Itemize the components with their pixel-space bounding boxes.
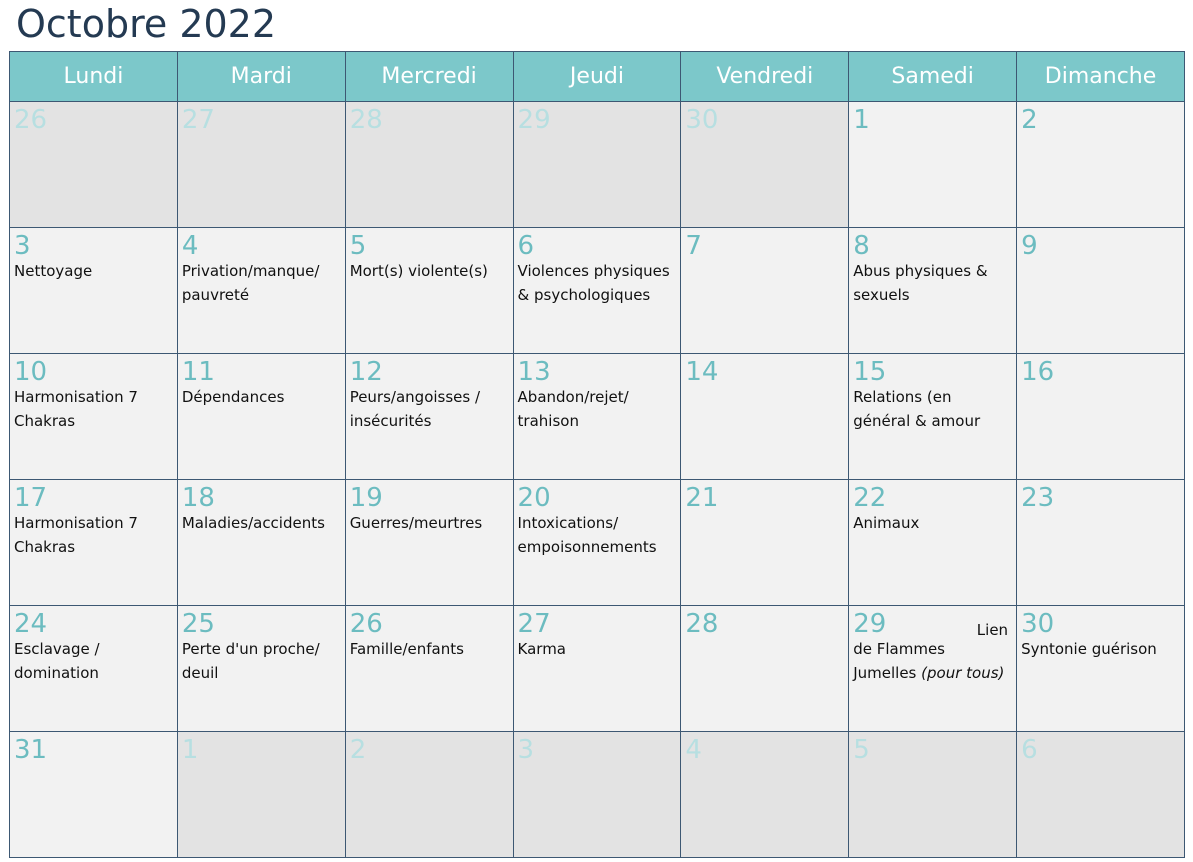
day-number: 3 xyxy=(517,735,535,765)
day-number: 30 xyxy=(1021,609,1055,639)
day-cell-outside-month[interactable] xyxy=(345,732,513,858)
event-text: Privation/manque/ pauvreté xyxy=(181,262,320,304)
event-text: Famille/enfants xyxy=(349,640,464,658)
day-number: 15 xyxy=(853,357,887,387)
day-cell[interactable] xyxy=(681,480,849,606)
event-text-top: Lien xyxy=(976,621,1009,639)
event-text: Nettoyage xyxy=(14,262,93,280)
day-number: 2 xyxy=(1021,105,1038,135)
day-cell[interactable] xyxy=(849,480,1017,606)
event-text: Syntonie guérison xyxy=(1021,640,1157,658)
event-text-italic: (pour tous) xyxy=(921,664,1005,682)
day-cell-outside-month[interactable] xyxy=(1017,732,1185,858)
day-cell-outside-month[interactable] xyxy=(849,732,1017,858)
day-cell[interactable] xyxy=(345,480,513,606)
day-number: 24 xyxy=(14,609,48,639)
event-text-main: de Flammes Jumelles xyxy=(853,640,945,682)
day-cell-outside-month[interactable] xyxy=(177,102,345,228)
day-cell[interactable] xyxy=(177,228,345,354)
day-cell[interactable] xyxy=(1017,606,1185,732)
event-text: Abus physiques & sexuels xyxy=(853,262,988,304)
day-cell[interactable] xyxy=(513,480,681,606)
day-number: 2 xyxy=(349,735,367,765)
event-text: Abandon/rejet/ trahison xyxy=(517,388,629,430)
weekday-header-row xyxy=(10,52,1185,102)
day-cell[interactable] xyxy=(849,606,1017,732)
day-number: 9 xyxy=(1021,231,1038,261)
day-number: 6 xyxy=(1021,735,1038,765)
day-number: 23 xyxy=(1021,483,1055,513)
day-cell[interactable] xyxy=(849,228,1017,354)
day-number: 29 xyxy=(517,105,551,135)
weekday-header: Mardi xyxy=(177,52,345,102)
day-cell[interactable] xyxy=(849,102,1017,228)
day-number: 3 xyxy=(14,231,31,261)
weekday-header: Lundi xyxy=(10,52,178,102)
weekday-header: Jeudi xyxy=(513,52,681,102)
day-cell[interactable] xyxy=(1017,480,1185,606)
day-number: 20 xyxy=(517,483,551,513)
day-number: 27 xyxy=(517,609,551,639)
event-text: Intoxications/ empoisonnements xyxy=(517,514,657,556)
day-number: 28 xyxy=(349,105,383,135)
day-cell-outside-month[interactable] xyxy=(513,102,681,228)
event-text: Animaux xyxy=(853,514,920,532)
day-number: 6 xyxy=(517,231,535,261)
day-number: 13 xyxy=(517,357,551,387)
day-number: 26 xyxy=(14,105,48,135)
weekday-header: Dimanche xyxy=(1017,52,1185,102)
day-cell[interactable] xyxy=(345,228,513,354)
day-number: 5 xyxy=(349,231,367,261)
day-cell-outside-month[interactable] xyxy=(345,102,513,228)
event-text: Harmonisation 7 Chakras xyxy=(14,514,138,556)
day-number: 4 xyxy=(181,231,199,261)
week-row xyxy=(10,606,1185,732)
weekday-header: Mercredi xyxy=(345,52,513,102)
event-text: Peurs/angoisses / insécurités xyxy=(349,388,481,430)
day-cell[interactable] xyxy=(345,606,513,732)
day-cell-outside-month[interactable] xyxy=(10,102,178,228)
event-text: Relations (en général & amour xyxy=(853,388,981,430)
day-cell[interactable] xyxy=(345,354,513,480)
day-cell[interactable] xyxy=(177,354,345,480)
day-cell[interactable] xyxy=(681,228,849,354)
day-number: 18 xyxy=(181,483,215,513)
week-row xyxy=(10,102,1185,228)
event-text: Maladies/accidents xyxy=(181,514,325,532)
day-number: 4 xyxy=(685,735,702,765)
day-number: 26 xyxy=(349,609,383,639)
weekday-header: Samedi xyxy=(849,52,1017,102)
day-cell[interactable] xyxy=(1017,354,1185,480)
event-text: Dépendances xyxy=(181,388,285,406)
day-number: 21 xyxy=(685,483,719,513)
day-cell[interactable] xyxy=(10,354,178,480)
day-number: 14 xyxy=(685,357,719,387)
day-cell-outside-month[interactable] xyxy=(681,732,849,858)
day-cell[interactable] xyxy=(10,228,178,354)
day-number: 10 xyxy=(14,357,48,387)
day-cell[interactable] xyxy=(177,480,345,606)
day-number: 29 xyxy=(853,609,887,639)
day-cell[interactable] xyxy=(513,606,681,732)
day-cell[interactable] xyxy=(10,606,178,732)
day-number: 17 xyxy=(14,483,48,513)
day-cell[interactable] xyxy=(681,354,849,480)
weekday-header: Vendredi xyxy=(681,52,849,102)
day-cell-outside-month[interactable] xyxy=(681,102,849,228)
day-number: 22 xyxy=(853,483,887,513)
day-number: 11 xyxy=(181,357,215,387)
day-number: 19 xyxy=(349,483,383,513)
event-text: Perte d'un proche/ deuil xyxy=(181,640,320,682)
day-number: 12 xyxy=(349,357,383,387)
day-number: 28 xyxy=(685,609,719,639)
day-number: 5 xyxy=(853,735,870,765)
day-cell[interactable] xyxy=(1017,228,1185,354)
day-cell[interactable] xyxy=(849,354,1017,480)
calendar-grid xyxy=(9,51,1185,858)
day-cell[interactable] xyxy=(681,606,849,732)
event-text: Karma xyxy=(517,640,567,658)
day-number: 31 xyxy=(14,735,48,765)
week-row xyxy=(10,480,1185,606)
day-cell[interactable] xyxy=(10,480,178,606)
event-text: Esclavage / domination xyxy=(14,640,100,682)
event-text: Guerres/meurtres xyxy=(349,514,483,532)
day-number: 27 xyxy=(181,105,215,135)
day-cell[interactable] xyxy=(1017,102,1185,228)
page-title: Octobre 2022 xyxy=(16,2,277,46)
week-row xyxy=(10,354,1185,480)
day-cell-outside-month[interactable] xyxy=(513,732,681,858)
week-row xyxy=(10,228,1185,354)
event-text: Mort(s) violente(s) xyxy=(349,262,488,280)
event-text: Harmonisation 7 Chakras xyxy=(14,388,138,430)
event-text: Violences physiques & psychologiques xyxy=(517,262,670,304)
event-text xyxy=(849,637,1016,685)
day-number: 30 xyxy=(685,105,719,135)
day-number: 1 xyxy=(181,735,199,765)
day-cell[interactable] xyxy=(10,732,178,858)
day-cell-outside-month[interactable] xyxy=(177,732,345,858)
day-cell[interactable] xyxy=(513,228,681,354)
day-number: 8 xyxy=(853,231,870,261)
week-row xyxy=(10,732,1185,858)
day-cell[interactable] xyxy=(513,354,681,480)
day-number: 1 xyxy=(853,105,870,135)
day-number: 7 xyxy=(685,231,702,261)
day-cell[interactable] xyxy=(177,606,345,732)
day-number: 25 xyxy=(181,609,215,639)
day-number: 16 xyxy=(1021,357,1055,387)
